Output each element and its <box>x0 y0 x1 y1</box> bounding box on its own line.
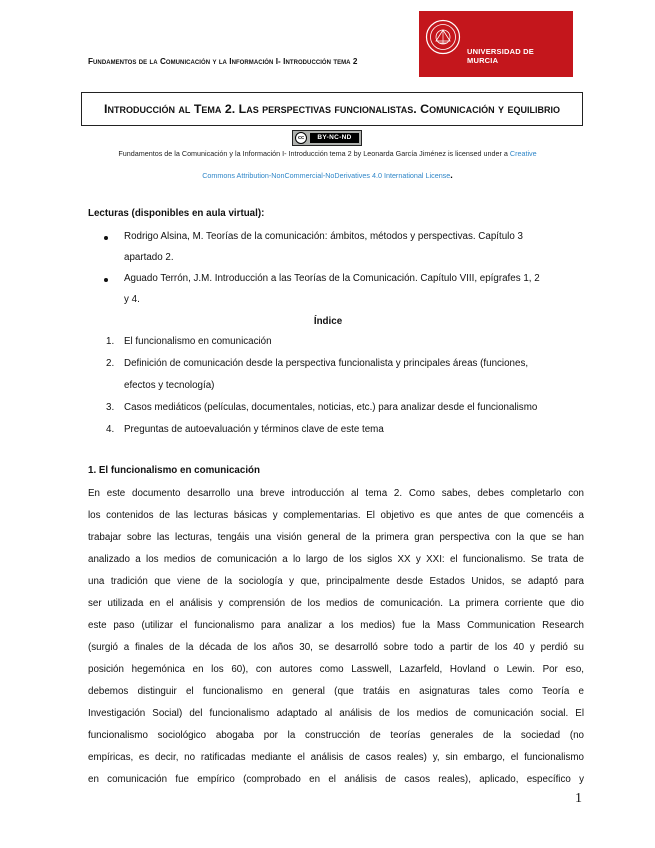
readings-heading: Lecturas (disponibles en aula virtual): <box>88 208 265 219</box>
logo-line-1: UNIVERSIDAD DE <box>467 47 534 56</box>
license-link-part2[interactable]: Commons Attribution-NonCommercial-NoDerivatives 4.0 International License <box>202 171 451 180</box>
index-item-2-line-2: efectos y tecnología) <box>124 380 215 391</box>
index-heading: Índice <box>313 316 343 327</box>
license-link-part1[interactable]: Creative <box>509 149 537 158</box>
bullet-icon <box>104 278 108 282</box>
paragraph-line: trabajar sobre las lecturas, tengáis una visión general de la primera gran perspectiva con la que se han <box>88 532 584 543</box>
university-logo <box>419 11 573 77</box>
paragraph-line: analizado a los medios de comunicación a lo largo de los siglos XX y XXI: el funcionalismo. Se trata de <box>88 554 584 565</box>
paragraph-line: funcionalismo sociológico abogaba por la construcción de teorías generales de la sociedad (no <box>88 730 584 741</box>
paragraph-line: empíricas, es decir, no ratificadas mediante el análisis de casos reales) y, sin embargo, el funcionalismo <box>88 752 584 763</box>
paragraph-line: (surgió a finales de la década de los años 30, se desarrolló sobre todo a partir de los 40 y perdió su <box>88 642 584 653</box>
reading-2-line-2: y 4. <box>124 294 140 305</box>
index-item-3-number: 3. <box>106 402 115 413</box>
index-item-1-number: 1. <box>106 336 115 347</box>
paragraph-line: los contenidos de las lecturas básicas y complementarias. El objetivo es que antes de que comencéis a <box>88 510 584 521</box>
cc-label: BY-NC-ND <box>310 133 359 143</box>
document-title <box>81 92 583 126</box>
university-seal-icon <box>425 19 461 55</box>
reading-1-line-1: Rodrigo Alsina, M. Teorías de la comunicación: ámbitos, métodos y perspectivas. Capítulo 3 <box>124 231 523 242</box>
running-header: Fundamentos de la Comunicación y la Información I- Introducción tema 2 <box>88 57 358 66</box>
license-text: Fundamentos de la Comunicación y la Información I- Introducción tema 2 by Leonarda García Jiménez is licensed under a <box>118 149 508 158</box>
logo-text <box>467 47 534 65</box>
page-number: 1 <box>575 791 582 806</box>
license-line-1 <box>60 149 595 158</box>
bullet-icon <box>104 236 108 240</box>
paragraph-line: debemos distinguir el funcionalismo en general (que tratáis en asignaturas tales como Teoría e <box>88 686 584 697</box>
reading-2-line-1: Aguado Terrón, J.M. Introducción a las Teorías de la Comunicación. Capítulo VIII, epígrafes 1, 2 <box>124 273 540 284</box>
index-item-4: Preguntas de autoevaluación y términos clave de este tema <box>124 424 384 435</box>
index-item-2-number: 2. <box>106 358 115 369</box>
paragraph-line: en comunicación fue empírico (comprobado en el análisis de casos reales), aplicado, específico y <box>88 774 584 785</box>
paragraph-line: una tradición que viene de la sociología y que, principalmente desde Estados Unidos, se adaptó para <box>88 576 584 587</box>
paragraph-line: En este documento desarrollo una breve introducción al tema 2. Como sabes, debes completarlo con <box>88 488 584 499</box>
section-1-heading: 1. El funcionalismo en comunicación <box>88 465 261 476</box>
reading-1-line-2: apartado 2. <box>124 252 174 263</box>
index-item-3: Casos mediáticos (películas, documentales, noticias, etc.) para analizar desde el funcionalismo <box>124 402 538 413</box>
paragraph-line: posición hegemónica en los 60), con autores como Lasswell, Lazarfeld, Hovland o Lewin. Por eso, <box>88 664 584 675</box>
paragraph-line: ser utilizada en el análisis y comprensión de los medios de comunicación. La primera corriente que dio <box>88 598 584 609</box>
logo-line-2: MURCIA <box>467 56 499 65</box>
cc-license-badge[interactable] <box>292 130 362 146</box>
license-end: . <box>450 170 453 180</box>
paragraph-line: este paso (utilizar el funcionalismo para analizar a los medios) fue la Mass Communication Research <box>88 620 584 631</box>
title-text: Introducción al Tema 2. Las perspectivas funcionalistas. Comunicación y equilibrio <box>104 102 560 116</box>
license-line-2 <box>60 170 595 180</box>
cc-icon: cc <box>295 132 307 144</box>
index-item-1: El funcionalismo en comunicación <box>124 336 272 347</box>
index-item-2-line-1: Definición de comunicación desde la perspectiva funcionalista y principales áreas (funciones, <box>124 358 529 369</box>
index-item-4-number: 4. <box>106 424 115 435</box>
paragraph-line: Investigación Social) del funcionalismo adaptado al análisis de los medios de comunicación social. El <box>88 708 584 719</box>
